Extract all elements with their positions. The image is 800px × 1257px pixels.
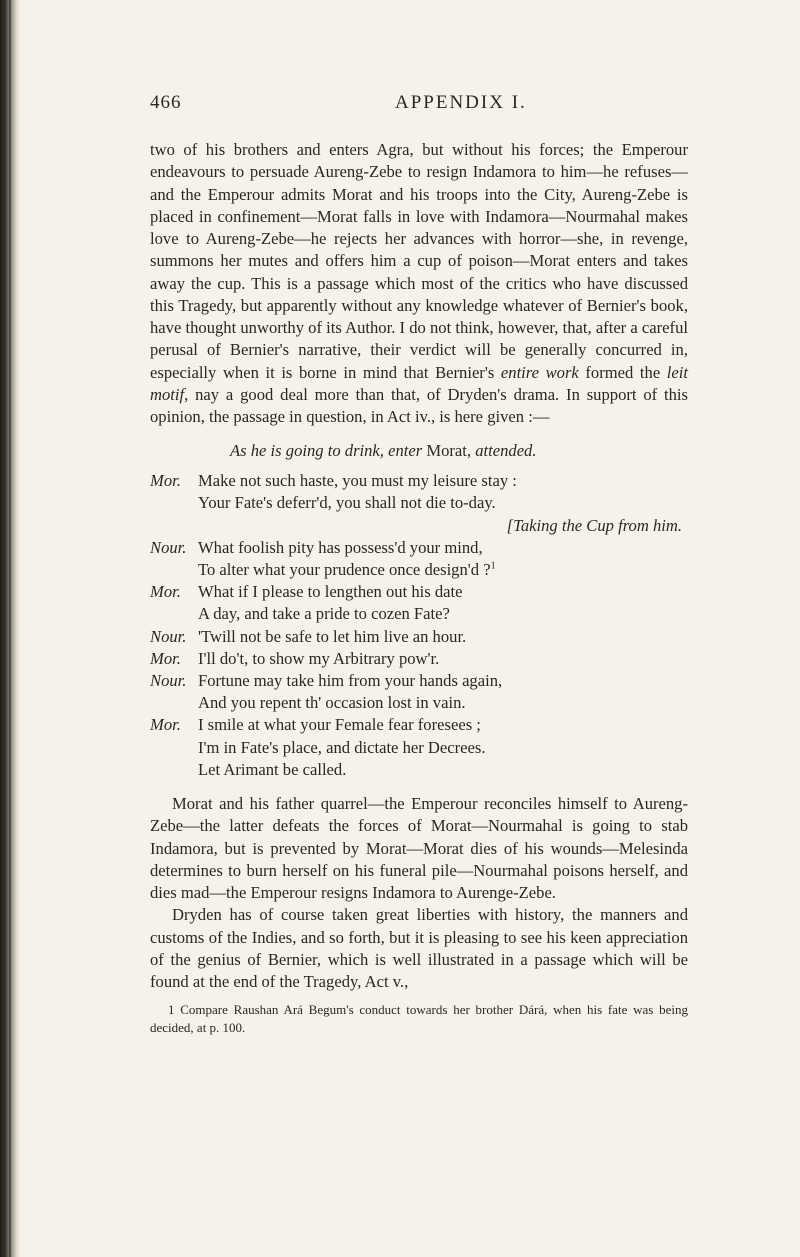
dialogue-line: [150, 670, 688, 692]
gutter-line: [9, 0, 11, 1257]
verse: Your Fate's deferr'd, you shall not die to-day.: [198, 493, 496, 513]
verse: And you repent th' occasion lost in vain.: [198, 693, 466, 713]
speaker: Mor.: [150, 715, 181, 735]
gutter-line: [4, 0, 6, 1257]
page-number: 466: [150, 92, 182, 113]
speaker: Mor.: [150, 582, 181, 602]
verse: To alter what your prudence once design'd ?$^1$: [198, 560, 496, 580]
dialogue-line: [150, 626, 688, 648]
dialogue-line: [150, 603, 688, 625]
page-body: [150, 139, 688, 1036]
stage-character: Morat,: [426, 441, 472, 461]
commentary-paragraph: Dryden has of course taken great liberties with history, the manners and customs of the Indies, and so forth, but it is pleasing to see his keen appreciation of the genius of Bernier, which is well illustrated in a passage which will be found at the end of the Tragedy, Act v.,: [150, 905, 688, 992]
emphasis: entire work: [500, 362, 579, 382]
speaker: Nour.: [150, 626, 187, 646]
verse: A day, and take a pride to cozen Fate?: [198, 604, 450, 624]
dialogue-line: [150, 737, 688, 759]
dialogue-block: [150, 470, 688, 781]
speaker: Nour.: [150, 537, 187, 557]
verse: What if I please to lengthen out his date: [198, 582, 463, 602]
speaker: [150, 492, 198, 514]
speaker: Mor.: [150, 471, 181, 491]
verse: Fortune may take him from your hands again,: [198, 671, 503, 691]
dialogue-line: [150, 537, 688, 559]
speaker: [150, 759, 198, 781]
dialogue-line: [150, 759, 688, 781]
speaker: [150, 559, 198, 581]
verse: What foolish pity has possess'd your mind,: [198, 537, 483, 557]
dialogue-line: [150, 692, 688, 714]
speaker: [150, 692, 198, 714]
dialogue-line: [150, 714, 688, 736]
dialogue-line: [150, 648, 688, 670]
stage-direction: As he is going to drink, enter Morat, attended.: [230, 441, 537, 461]
dialogue-line: [150, 492, 688, 514]
speaker: [150, 603, 198, 625]
verse: 'Twill not be safe to let him live an hour.: [198, 626, 467, 646]
speaker: Nour.: [150, 671, 187, 691]
intro-paragraph: two of his brothers and enters Agra, but without his forces; the Emperour endeavours to persuade Aureng-Zebe to resign Indamora to him—he refuses—and the Emperour admits Morat and his troops into the City, Aureng-Zebe is placed in confinement—Morat falls in love with Indamora—Nourmahal makes love to Aureng-Zebe—he rejects her advances with horror—she, in revenge, summons her mutes and offers him a cup of poison—Morat enters and takes away the cup. This is a passage which most of the critics who have discussed this Tragedy, but apparently without any knowledge whatever of Bernier's book, have thought unworthy of its Author. I do not think, however, that, after a careful perusal of Bernier's narrative, their verdict will be generally concurred in, especially when it is borne in mind that Bernier's entire work formed the leit motif, nay a good deal more than that, of Dryden's drama. In support of this opinion, the passage in question, in Act iv., is here given :—: [150, 140, 688, 426]
stage-direction-inline: [Taking the Cup from him.: [506, 515, 682, 535]
dialogue-line: [150, 581, 688, 603]
footnote-marker: 1: [490, 560, 496, 572]
verse: Make not such haste, you must my leisure stay :: [198, 471, 517, 491]
speaker: [150, 737, 198, 759]
running-title: APPENDIX I.: [395, 92, 527, 113]
footnote: 1 Compare Raushan Ará Begum's conduct towards her brother Dárá, when his fate was being decided, at p. 100.: [150, 1002, 688, 1035]
dialogue-line: [150, 470, 688, 492]
footnote-number: 1: [168, 1002, 175, 1018]
page-header: [0, 92, 800, 122]
dialogue-line: [150, 559, 688, 581]
verse: Let Arimant be called.: [198, 759, 347, 779]
speaker: Mor.: [150, 648, 181, 668]
verse: I'll do't, to show my Arbitrary pow'r.: [198, 648, 440, 668]
emphasis: leit motif: [150, 362, 688, 404]
summary-paragraph: Morat and his father quarrel—the Emperour reconciles himself to Aureng-Zebe—the latter defeats the forces of Morat—Nourmahal is going to stab Indamora, but is prevented by Morat—Morat dies of his wounds—Melesinda determines to burn herself on his funeral pile—Nourmahal poisons herself, and dies mad—the Emperour resigns Indamora to Aurenge-Zebe.: [150, 794, 688, 903]
verse: I'm in Fate's place, and dictate her Decrees.: [198, 737, 486, 757]
verse: I smile at what your Female fear foresees ;: [198, 715, 481, 735]
